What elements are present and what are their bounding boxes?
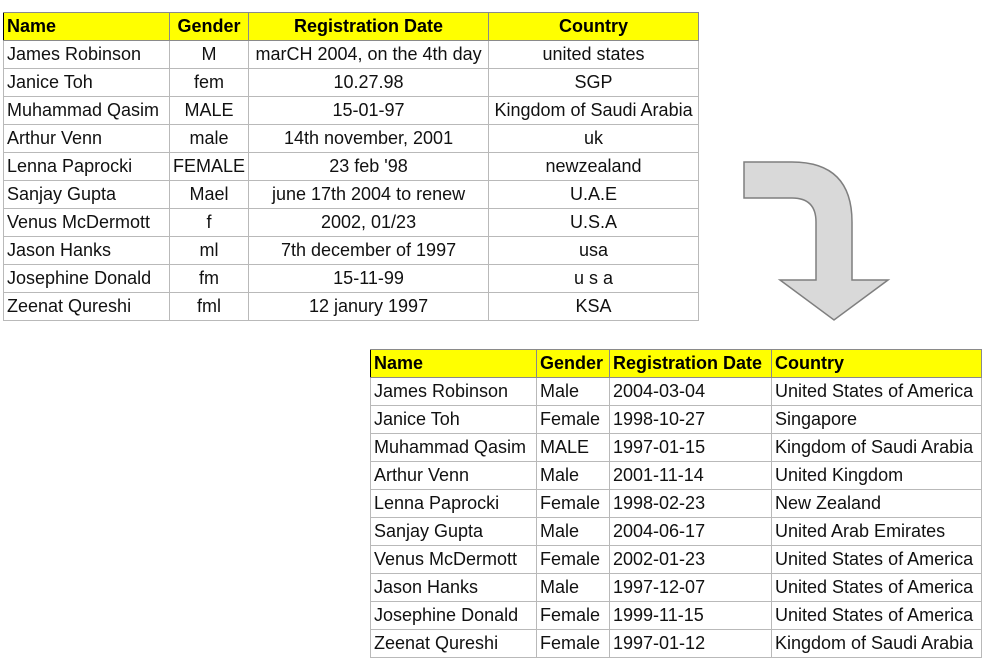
cell-registration-date: 7th december of 1997 xyxy=(249,237,489,265)
curved-down-arrow-icon xyxy=(740,158,892,324)
cell-country: KSA xyxy=(489,293,699,321)
cell-country: SGP xyxy=(489,69,699,97)
cell-gender: Male xyxy=(537,518,610,546)
cell-registration-date: 2004-03-04 xyxy=(610,378,772,406)
cell-registration-date: 23 feb '98 xyxy=(249,153,489,181)
cell-country: United Kingdom xyxy=(772,462,982,490)
cell-gender: Male xyxy=(537,574,610,602)
cell-country: u s a xyxy=(489,265,699,293)
cell-name: Josephine Donald xyxy=(4,265,170,293)
cell-name: Janice Toh xyxy=(371,406,537,434)
column-header-name: Name xyxy=(371,350,537,378)
cell-country: Kingdom of Saudi Arabia xyxy=(489,97,699,125)
cell-gender: Female xyxy=(537,490,610,518)
cell-registration-date: marCH 2004, on the 4th day xyxy=(249,41,489,69)
cell-country: United States of America xyxy=(772,602,982,630)
header-row xyxy=(4,13,699,41)
cell-name: Lenna Paprocki xyxy=(371,490,537,518)
cell-registration-date: 12 janury 1997 xyxy=(249,293,489,321)
cell-registration-date: 1998-02-23 xyxy=(610,490,772,518)
cell-name: Lenna Paprocki xyxy=(4,153,170,181)
cell-country: United Arab Emirates xyxy=(772,518,982,546)
cell-gender: male xyxy=(170,125,249,153)
cell-registration-date: 15-11-99 xyxy=(249,265,489,293)
table-row xyxy=(371,518,982,546)
cell-registration-date: 14th november, 2001 xyxy=(249,125,489,153)
cell-gender: M xyxy=(170,41,249,69)
cell-registration-date: june 17th 2004 to renew xyxy=(249,181,489,209)
cell-name: Venus McDermott xyxy=(4,209,170,237)
table-row xyxy=(371,574,982,602)
column-header-gender: Gender xyxy=(537,350,610,378)
table-row xyxy=(371,434,982,462)
cell-registration-date: 15-01-97 xyxy=(249,97,489,125)
cell-registration-date: 1998-10-27 xyxy=(610,406,772,434)
cell-gender: fem xyxy=(170,69,249,97)
cell-registration-date: 2004-06-17 xyxy=(610,518,772,546)
cell-gender: Female xyxy=(537,630,610,658)
cell-registration-date: 2002-01-23 xyxy=(610,546,772,574)
table-row xyxy=(371,490,982,518)
table-row xyxy=(4,209,699,237)
cell-gender: Female xyxy=(537,546,610,574)
cell-country: U.A.E xyxy=(489,181,699,209)
cell-gender: Female xyxy=(537,602,610,630)
cell-name: Arthur Venn xyxy=(371,462,537,490)
cell-name: Jason Hanks xyxy=(4,237,170,265)
cell-country: United States of America xyxy=(772,574,982,602)
cell-country: Kingdom of Saudi Arabia xyxy=(772,630,982,658)
table-row xyxy=(4,125,699,153)
table-row xyxy=(4,265,699,293)
cell-gender: Male xyxy=(537,462,610,490)
cell-gender: Male xyxy=(537,378,610,406)
cell-name: Josephine Donald xyxy=(371,602,537,630)
column-header-name: Name xyxy=(4,13,170,41)
table-row xyxy=(4,181,699,209)
cell-country: newzealand xyxy=(489,153,699,181)
cell-gender: MALE xyxy=(537,434,610,462)
raw-data-table xyxy=(3,12,699,321)
cell-registration-date: 1997-12-07 xyxy=(610,574,772,602)
table-row xyxy=(371,546,982,574)
table-row xyxy=(371,602,982,630)
cell-registration-date: 2002, 01/23 xyxy=(249,209,489,237)
cell-registration-date: 1999-11-15 xyxy=(610,602,772,630)
cell-name: Muhammad Qasim xyxy=(371,434,537,462)
column-header-registration-date: Registration Date xyxy=(249,13,489,41)
table-row xyxy=(4,237,699,265)
cell-name: Zeenat Qureshi xyxy=(371,630,537,658)
cell-name: Zeenat Qureshi xyxy=(4,293,170,321)
cell-gender: fml xyxy=(170,293,249,321)
cell-country: United States of America xyxy=(772,546,982,574)
cell-name: Sanjay Gupta xyxy=(371,518,537,546)
table-row xyxy=(4,41,699,69)
cell-name: Venus McDermott xyxy=(371,546,537,574)
table-row xyxy=(4,153,699,181)
cell-registration-date: 1997-01-15 xyxy=(610,434,772,462)
cell-name: James Robinson xyxy=(371,378,537,406)
cell-country: Kingdom of Saudi Arabia xyxy=(772,434,982,462)
column-header-country: Country xyxy=(489,13,699,41)
cell-country: usa xyxy=(489,237,699,265)
cell-name: James Robinson xyxy=(4,41,170,69)
table-row xyxy=(4,293,699,321)
table-row xyxy=(371,630,982,658)
table-row xyxy=(371,378,982,406)
column-header-country: Country xyxy=(772,350,982,378)
column-header-gender: Gender xyxy=(170,13,249,41)
cell-country: united states xyxy=(489,41,699,69)
cell-name: Sanjay Gupta xyxy=(4,181,170,209)
table-row xyxy=(4,97,699,125)
table-row xyxy=(371,462,982,490)
cell-gender: fm xyxy=(170,265,249,293)
cell-gender: MALE xyxy=(170,97,249,125)
cell-registration-date: 2001-11-14 xyxy=(610,462,772,490)
table-row xyxy=(371,406,982,434)
cell-name: Jason Hanks xyxy=(371,574,537,602)
cell-name: Muhammad Qasim xyxy=(4,97,170,125)
cell-gender: Mael xyxy=(170,181,249,209)
cell-country: uk xyxy=(489,125,699,153)
cell-country: U.S.A xyxy=(489,209,699,237)
cell-registration-date: 1997-01-12 xyxy=(610,630,772,658)
cell-gender: FEMALE xyxy=(170,153,249,181)
cell-gender: f xyxy=(170,209,249,237)
cell-name: Arthur Venn xyxy=(4,125,170,153)
cell-registration-date: 10.27.98 xyxy=(249,69,489,97)
cell-gender: Female xyxy=(537,406,610,434)
table-row xyxy=(4,69,699,97)
cleaned-data-table xyxy=(370,349,982,658)
cell-country: New Zealand xyxy=(772,490,982,518)
column-header-registration-date: Registration Date xyxy=(610,350,772,378)
cell-name: Janice Toh xyxy=(4,69,170,97)
cell-gender: ml xyxy=(170,237,249,265)
cell-country: Singapore xyxy=(772,406,982,434)
header-row xyxy=(371,350,982,378)
cell-country: United States of America xyxy=(772,378,982,406)
